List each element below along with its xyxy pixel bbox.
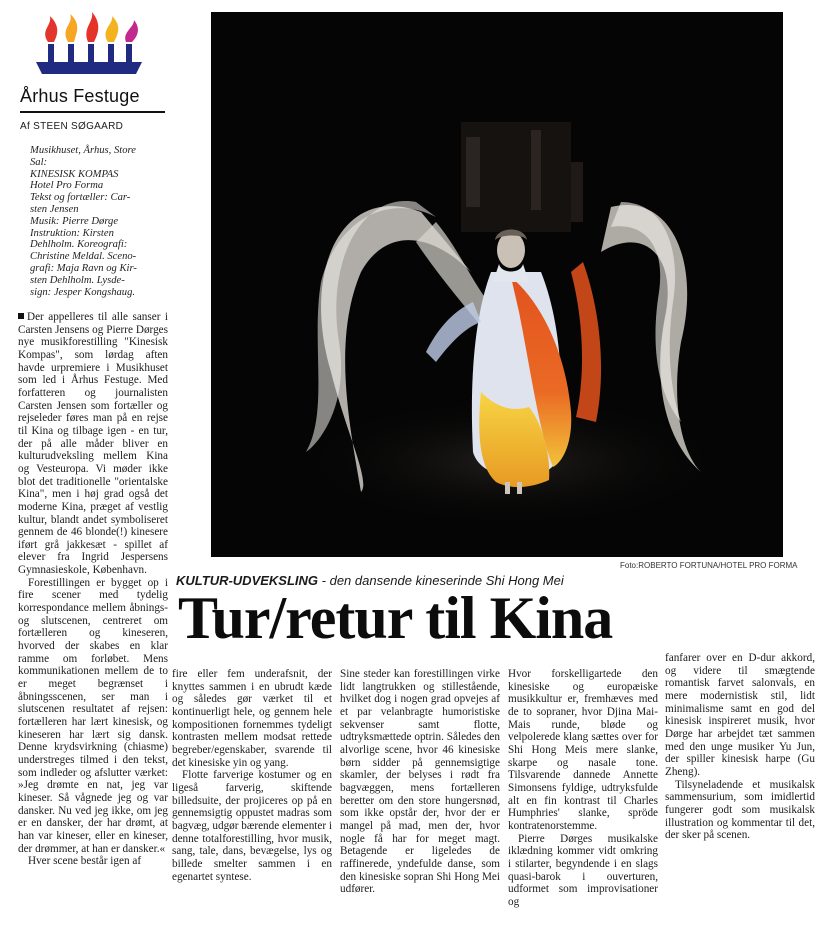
festival-logo	[20, 12, 170, 120]
credit-line: Instruktion: Kirsten	[30, 227, 114, 239]
credit-line: KINESISK KOMPAS	[30, 168, 119, 180]
article-column-5	[665, 652, 815, 842]
article-paragraph: Sine steder kan forestillingen virke lidt langtrukken og stillestående, hvilket dog i nogen grad opvejes af et par velanbragte humoristiske sekvenser samt flotte, udtryksmættede optrin. Således den alvorlige scene, hvor 46 kinesiske børn sidder på gennemsigtige skamler, der belyses i rødt fra bagvæggen, mens fortælleren beretter om den store hungersnød, som ikke opstår der, hvor der er mangel på mad, men der, hvor nogle få har for meget magt. Betagende er ligeledes de raffinerede, yndefulde danse, som den kinesiske sopran Shi Hong Mei udfører.	[340, 668, 500, 896]
article-paragraph	[18, 311, 168, 577]
dancer-photo-image	[211, 12, 783, 557]
article-paragraph: fanfarer over en D-dur akkord, og videre til smægtende romantisk farvet salonvals, en mere modernistisk stil, lidt minimalisme samt en god del kinesisk inspireret musik, hvor Dørge har arbejdet tæt sammen med den unge musiker Yu Jun, der spiller kinesisk harpe (Gu Zheng).	[665, 652, 815, 778]
article-column-1	[18, 311, 168, 868]
credit-line: Christine Meldal. Sceno-	[30, 251, 137, 263]
article-paragraph: Tilsyneladende et musikalsk sammensurium, som imidlertid fungerer godt som musikalsk illustration og kommentar til det, der sker på scenen.	[665, 778, 815, 842]
article-column-2	[172, 668, 332, 883]
credit-line: sign: Jesper Kongshaug.	[30, 286, 136, 298]
flame-logo-icon	[30, 12, 150, 84]
credit-line: Dehlholm. Koreografi:	[30, 239, 128, 251]
lead-square-icon	[18, 313, 24, 319]
lead-text: Der appelleres til alle sanser i Carsten Jensens og Pierre Dørges nye musikforestilling "Kinesisk Kompas", som lørdag aften havde urpremiere i Musikhuset som led i Århus Festuge. Med forfatteren og journalisten Carsten Jensen som fortæller og rejseleder føres man på en rejse til Kina og tilbage igen - en tur, der på alle måder bliver en kulturudveksling mellem Kina og Vesteuropa. Vi møder ikke blot det traditionelle "orientalske Kina", men i høj grad også det moderne Kina, præget af vestlig kultur, blandt andet symboliseret gennem de 46 blonde(!) kinesere iført grå jakkesæt - spillet af elever fra Ingrid Jespersens Gymnasieskole, København.	[18, 311, 168, 577]
byline: Af STEEN SØGAARD	[20, 121, 124, 132]
article-paragraph: Forestillingen er bygget op i fire scener med tydelig korrespondance mellem åbnings- og slutscenen, centreret om fortælleren og kineseren, hvorved der skabes en klar ramme om forløbet. Mens kommunikationen mellem de to er meget begrænset i åbningsscenen, ser man i slutscenen resultatet af rejsen: fortælleren har lært kinesisk, og kineseren har lært sig dansk. Denne krydsvirkning (chiasme) understreges tilmed i den tekst, som indleder og afslutter værket: »Jeg drømte en nat, jeg var kineser. Så vågnede jeg og var dansker. Nu ved jeg ikke, om jeg er en dansker, der har drømt, at han var kineser, eller en kineser, der drømmer, at han er dansker.«	[18, 576, 168, 855]
credit-line: Sal:	[30, 156, 48, 168]
section-title: Århus Festuge	[20, 86, 140, 106]
article-paragraph: Hver scene består igen af	[28, 855, 142, 868]
credit-line: Musik: Pierre Dørge	[30, 215, 119, 227]
stage-photo	[211, 12, 783, 557]
credit-line: sten Jensen	[30, 203, 79, 215]
article-paragraph: Flotte farverige kostumer og en ligeså farverig, skiftende billedsuite, der projiceres op på en gennemsigtig oppustet madras som bagvæg, udgør bærende elementer i denne totalforestilling, hvor musik, sang, tale, dans, bevægelse, lys og billede smelter sammen i en egenartet syntese.	[172, 769, 332, 883]
article-paragraph: Pierre Dørges musikalske iklædning kommer vidt omkring i stilarter, begyndende i en slags quasi-barok i ouverturen, udformet som improvisationer og	[508, 832, 658, 908]
credit-line: Musikhuset, Århus, Store	[30, 145, 136, 156]
credit-line: grafi: Maja Ravn og Kir-	[30, 262, 137, 274]
article-column-4	[508, 668, 658, 908]
credit-line: sten Dehlholm. Lysde-	[30, 274, 125, 286]
article-paragraph: fire eller fem underafsnit, der knyttes sammen i en ubrudt kæde og således gør værket til et kontinuerligt hele, og gennem hele kompositionen fornemmes tydeligt kontrasten mellem modsat rettede begreber/egenskaber, svarende til det kinesiske yin og yang.	[172, 668, 332, 769]
section-rule	[20, 111, 165, 113]
caption-text: - den dansende kineserinde Shi Hong Mei	[318, 573, 564, 588]
credit-line: Hotel Pro Forma	[30, 180, 104, 192]
photo-credit: Foto:ROBERTO FORTUNA/HOTEL PRO FORMA	[620, 561, 798, 570]
article-column-3	[340, 668, 500, 896]
caption-kicker: KULTUR-UDVEKSLING	[176, 573, 319, 588]
headline: Tur/retur til Kina	[178, 585, 613, 651]
credit-line: Tekst og fortæller: Car-	[30, 192, 131, 204]
article-paragraph: Hvor forskelligartede den kinesiske og europæiske musikkultur er, fremhæves med de to sopraner, hvor Djina Mai-Mais runde, bløde og velpolerede klang sættes over for Shi Hong Meis mere slanke, skarpe og nasale tone. Tilsvarende dannede Annette Simonsens fyldige, udtryksfulde alt en fin kontrast til Charles Humphries' slanke, spröde kontratenorstemme.	[508, 668, 658, 832]
credits-box	[30, 145, 180, 298]
